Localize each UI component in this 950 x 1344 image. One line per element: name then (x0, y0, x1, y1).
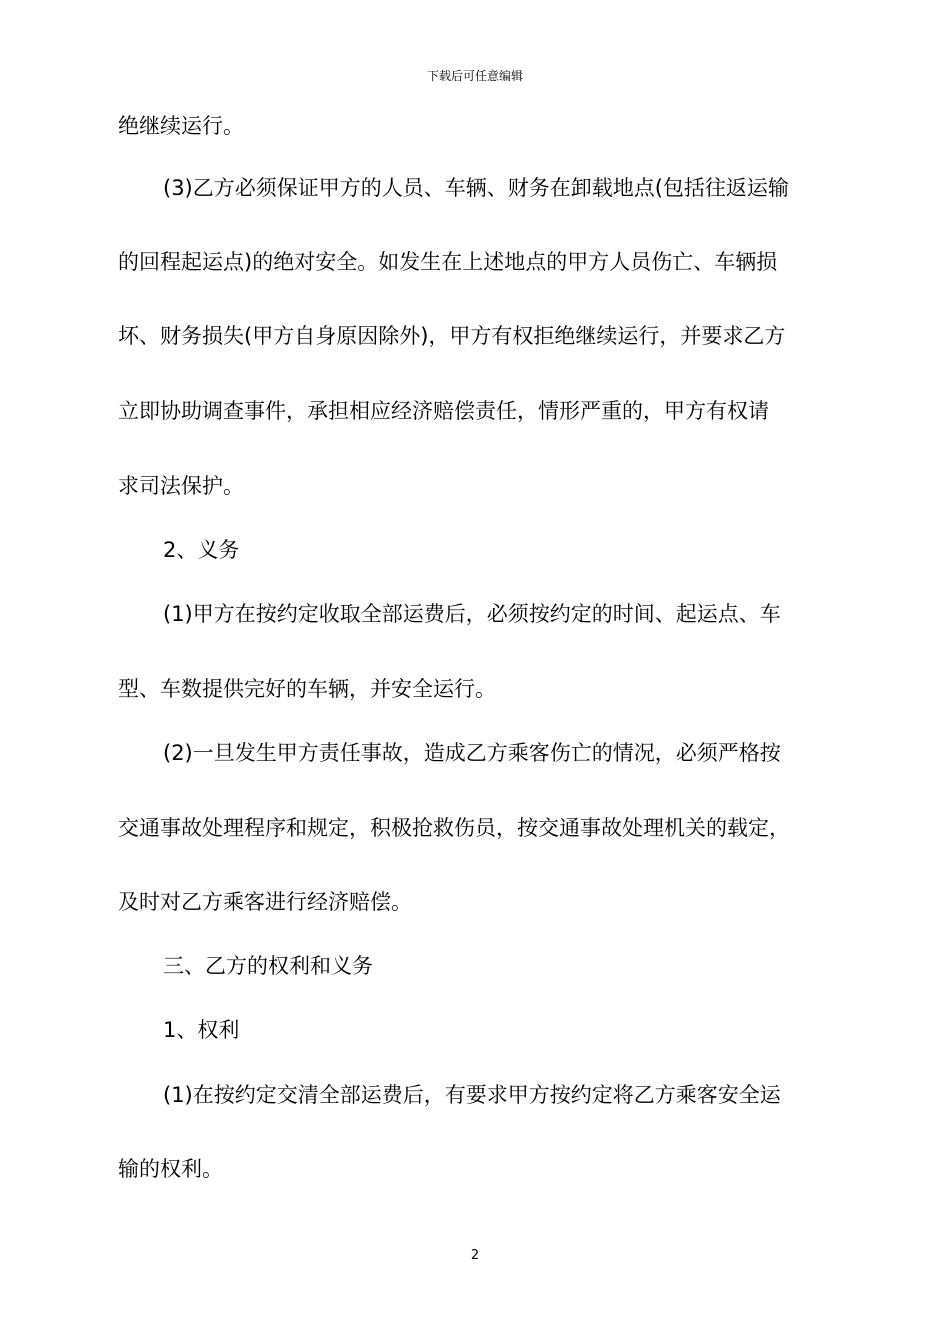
text-line: (1)在按约定交清全部运费后，有要求甲方按约定将乙方乘客安全运 (163, 1083, 781, 1107)
text-line: 绝继续运行。 (118, 114, 244, 138)
text-line: 型、车数提供完好的车辆，并安全运行。 (118, 677, 496, 701)
section-heading: 三、乙方的权利和义务 (163, 954, 373, 978)
section-heading: 1、权利 (163, 1018, 240, 1042)
text-line: (3)乙方必须保证甲方的人员、车辆、财务在卸载地点(包括往返运输 (163, 176, 789, 200)
text-line: 及时对乙方乘客进行经济赔偿。 (118, 890, 412, 914)
page-header: 下载后可任意编辑 (426, 69, 523, 83)
text-line: 交通事故处理程序和规定，积极抢救伤员，按交通事故处理机关的载定， (118, 816, 790, 840)
section-heading: 2、义务 (163, 538, 240, 562)
text-line: 立即协助调查事件，承担相应经济赔偿责任，情形严重的，甲方有权请 (118, 399, 769, 423)
text-line: (1)甲方在按约定收取全部运费后，必须按约定的时间、起运点、车 (163, 602, 781, 626)
text-line: 的回程起运点)的绝对安全。如发生在上述地点的甲方人员伤亡、车辆损 (118, 250, 778, 274)
text-line: (2)一旦发生甲方责任事故，造成乙方乘客伤亡的情况，必须严格按 (163, 741, 781, 765)
text-line: 求司法保护。 (118, 474, 244, 498)
text-line: 坏、财务损失(甲方自身原因除外)，甲方有权拒绝继续运行，并要求乙方 (118, 324, 786, 348)
text-line: 输的权利。 (118, 1157, 223, 1181)
page-number: 2 (470, 1248, 480, 1263)
